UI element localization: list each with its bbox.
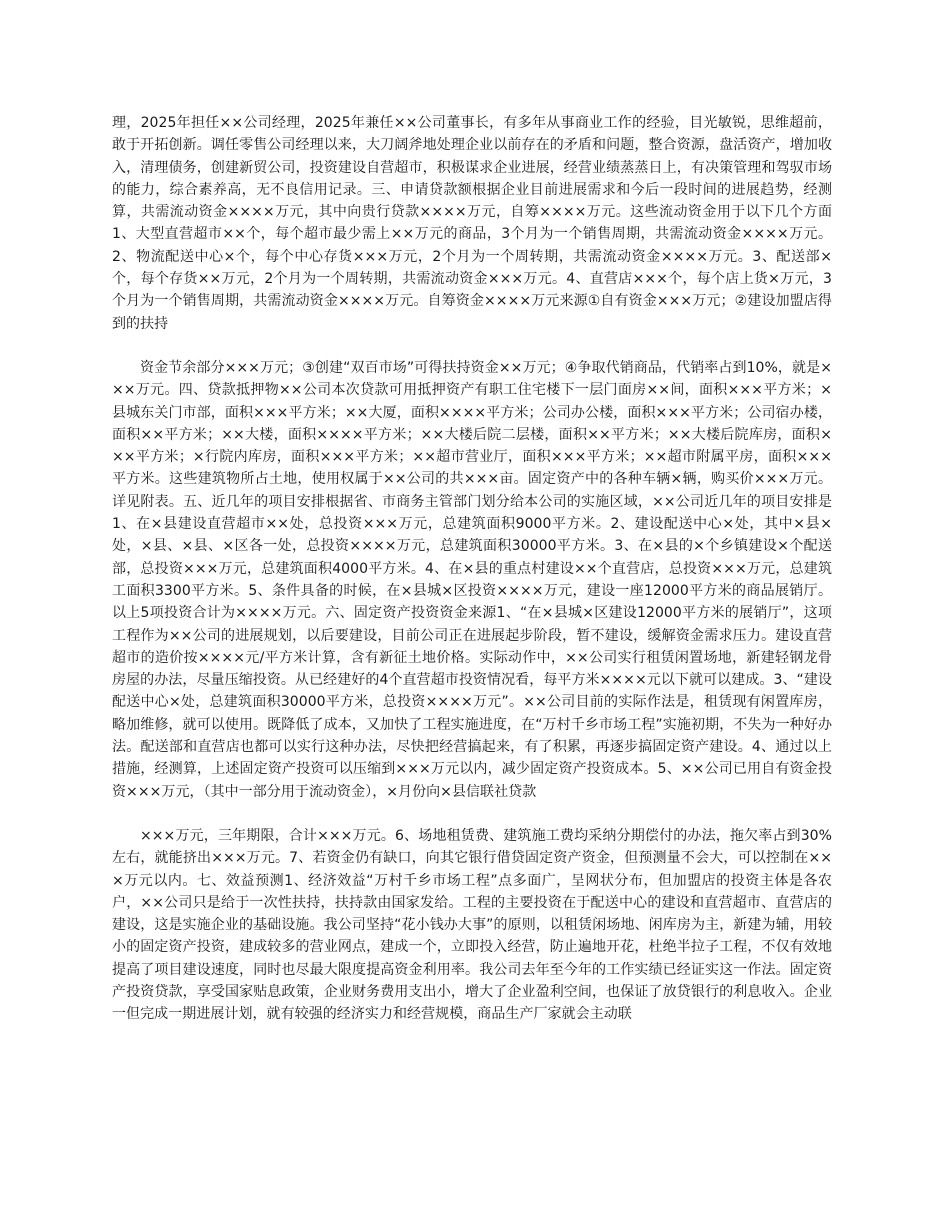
paragraph-2: 资金节余部分×××万元；③创建“双百市场”可得扶持资金××万元；④争取代销商品，代销率占到10%，就是×××万元。四、贷款抵押物××公司本次贷款可用抵押资产有职工住宅楼下一层门面房××间，面积×××平方米；×县城东关门市部，面积×××平方米；××大厦，面积××××平方米；公司办公楼，面积×××平方米；公司宿办楼，面积××平方米；××大楼，面积××××平方米；××大楼后院二层楼，面积××平方米；××大楼后院库房，面积×××平方米；×行院内库房，面积×××平方米；××超市营业厅，面积×××平方米；××超市附属平房，面积×××平方米。这些建筑物所占土地，使用权属于××公司的共×××亩。固定资产中的各种车辆×辆，购买价×××万元。详见附表。五、近几年的项目安排根据省、市商务主管部门划分给本公司的实施区域，××公司近几年的项目安排是1、在×县建设直营超市××处，总投资×××万元，总建筑面积9000平方米。2、建设配送中心×处，其中×县×处，×县、×县、×区各一处，总投资××××万元，总建筑面积30000平方米。3、在×县的×个乡镇建设×个配送部，总投资×××万元，总建筑面积4000平方米。4、在×县的重点村建设××个直营店，总投资×××万元，总建筑工面积3300平方米。5、条件具备的时候，在×县城×区投资××××万元，建设一座12000平方米的商品展销厅。以上5项投资合计为××××万元。六、固定资产投资资金来源1、“在×县城×区建设12000平方米的展销厅”，这项工程作为××公司的进展规划，以后要建设，目前公司正在进展起步阶段，暂不建设，缓解资金需求压力。建设直营超市的造价按××××元/平方米计算，含有新征土地价格。实际动作中，××公司实行租赁闲置场地，新建轻钢龙骨房屋的办法，尽量压缩投资。从已经建好的4个直营超市投资情况看，每平方米××××元以下就可以建成。3、“建设配送中心×处，总建筑面积30000平方米，总投资××××万元”。××公司目前的实际作法是，租赁现有闲置库房，略加维修，就可以使用。既降低了成本，又加快了工程实施进度，在“万村千乡市场工程”实施初期，不失为一种好办法。配送部和直营店也都可以实行这种办法，尽快把经营搞起来，有了积累，再逐步搞固定资产建设。4、通过以上措施，经测算，上述固定资产投资可以压缩到×××万元以内，减少固定资产投资成本。5、××公司已用自有资金投资×××万元，（其中一部分用于流动资金），×月份向×县信联社贷款 xyxy=(112,359,832,800)
document-page xyxy=(112,112,832,1026)
paragraph-3: ×××万元，三年期限，合计×××万元。6、场地租赁费、建筑施工费均采纳分期偿付的办法，拖欠率占到30%左右，就能挤出×××万元。7、若资金仍有缺口，向其它银行借贷固定资产资金，但预测量不会大，可以控制在×××万元以内。七、效益预测1、经济效益“万村千乡市场工程”点多面广，呈网状分布，但加盟店的投资主体是各农户，××公司只是给于一次性扶持，扶持款由国家发给。工程的主要投资在于配送中心的建设和直营超市、直营店的建设，这是实施企业的基础设施。我公司坚持“花小钱办大事”的原则，以租赁闲场地、闲库房为主，新建为辅，用较小的固定资产投资，建成较多的营业网点，建成一个，立即投入经营，防止遍地开花，杜绝半拉子工程，不仅有效地提高了项目建设速度，同时也尽最大限度提高资金利用率。我公司去年至今年的工作实绩已经证实这一作法。固定资产投资贷款，享受国家贴息政策，企业财务费用支出小，增大了企业盈利空间，也保证了放贷银行的利息收入。企业一但完成一期进展计划，就有较强的经济实力和经营规模，商品生产厂家就会主动联 xyxy=(112,827,832,1023)
paragraph-1: 理，2025年担任××公司经理，2025年兼任××公司董事长，有多年从事商业工作的经验，目光敏锐，思维超前，敢于开拓创新。调任零售公司经理以来，大刀阔斧地处理企业以前存在的矛盾和问题，整合资源，盘活资产，增加收入，清理债务，创建新贸公司，投资建设自营超市，积极谋求企业进展，经营业绩蒸蒸日上，有决策管理和驾驭市场的能力，综合素养高，无不良信用记录。三、申请贷款额根据企业目前进展需求和今后一段时间的进展趋势，经测算，共需流动资金××××万元，其中向贵行贷款××××万元，自筹××××万元。这些流动资金用于以下几个方面1、大型直营超市××个，每个超市最少需上××万元的商品，3个月为一个销售周期，共需流动资金××××万元。2、物流配送中心×个，每个中心存货×××万元，2个月为一个周转期，共需流动资金××××万元。3、配送部×个，每个存货××万元，2个月为一个周转期，共需流动资金×××万元。4、直营店×××个，每个店上货×万元，3个月为一个销售周期，共需流动资金××××万元。自筹资金××××万元来源①自有资金×××万元；②建设加盟店得到的扶持 xyxy=(112,115,832,332)
